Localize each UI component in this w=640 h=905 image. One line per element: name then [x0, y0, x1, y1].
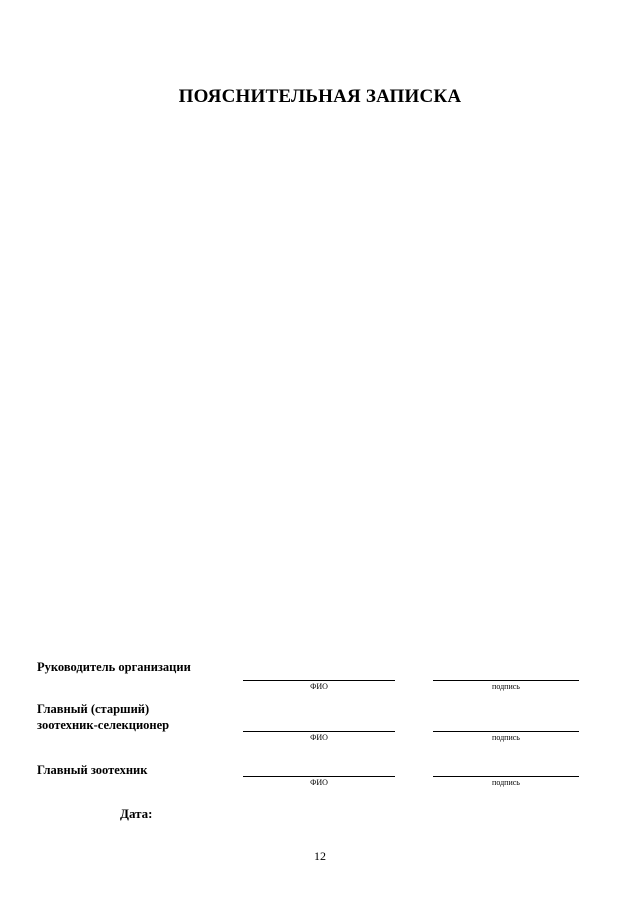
role-label-main-zootechnician: Главный зоотехник — [37, 763, 148, 777]
name-line — [243, 680, 395, 681]
date-label: Дата: — [120, 806, 153, 821]
signature-caption: подпись — [492, 682, 520, 691]
name-caption: ФИО — [310, 682, 328, 691]
signature-line — [433, 680, 579, 681]
name-caption: ФИО — [310, 733, 328, 742]
page-title: ПОЯСНИТЕЛЬНАЯ ЗАПИСКА — [178, 86, 462, 107]
role-label-head-of-organization: Руководитель организации — [37, 660, 191, 674]
signature-caption: подпись — [492, 733, 520, 742]
name-caption: ФИО — [310, 778, 328, 787]
name-line — [243, 776, 395, 777]
role-label-chief-zootechnician-line2: зоотехник-селекционер — [37, 718, 170, 732]
signature-line — [433, 776, 579, 777]
page-number: 12 — [314, 849, 326, 863]
name-line — [243, 731, 395, 732]
signature-caption: подпись — [492, 778, 520, 787]
role-label-chief-zootechnician-line1: Главный (старший) — [37, 702, 150, 716]
signature-line — [433, 731, 579, 732]
